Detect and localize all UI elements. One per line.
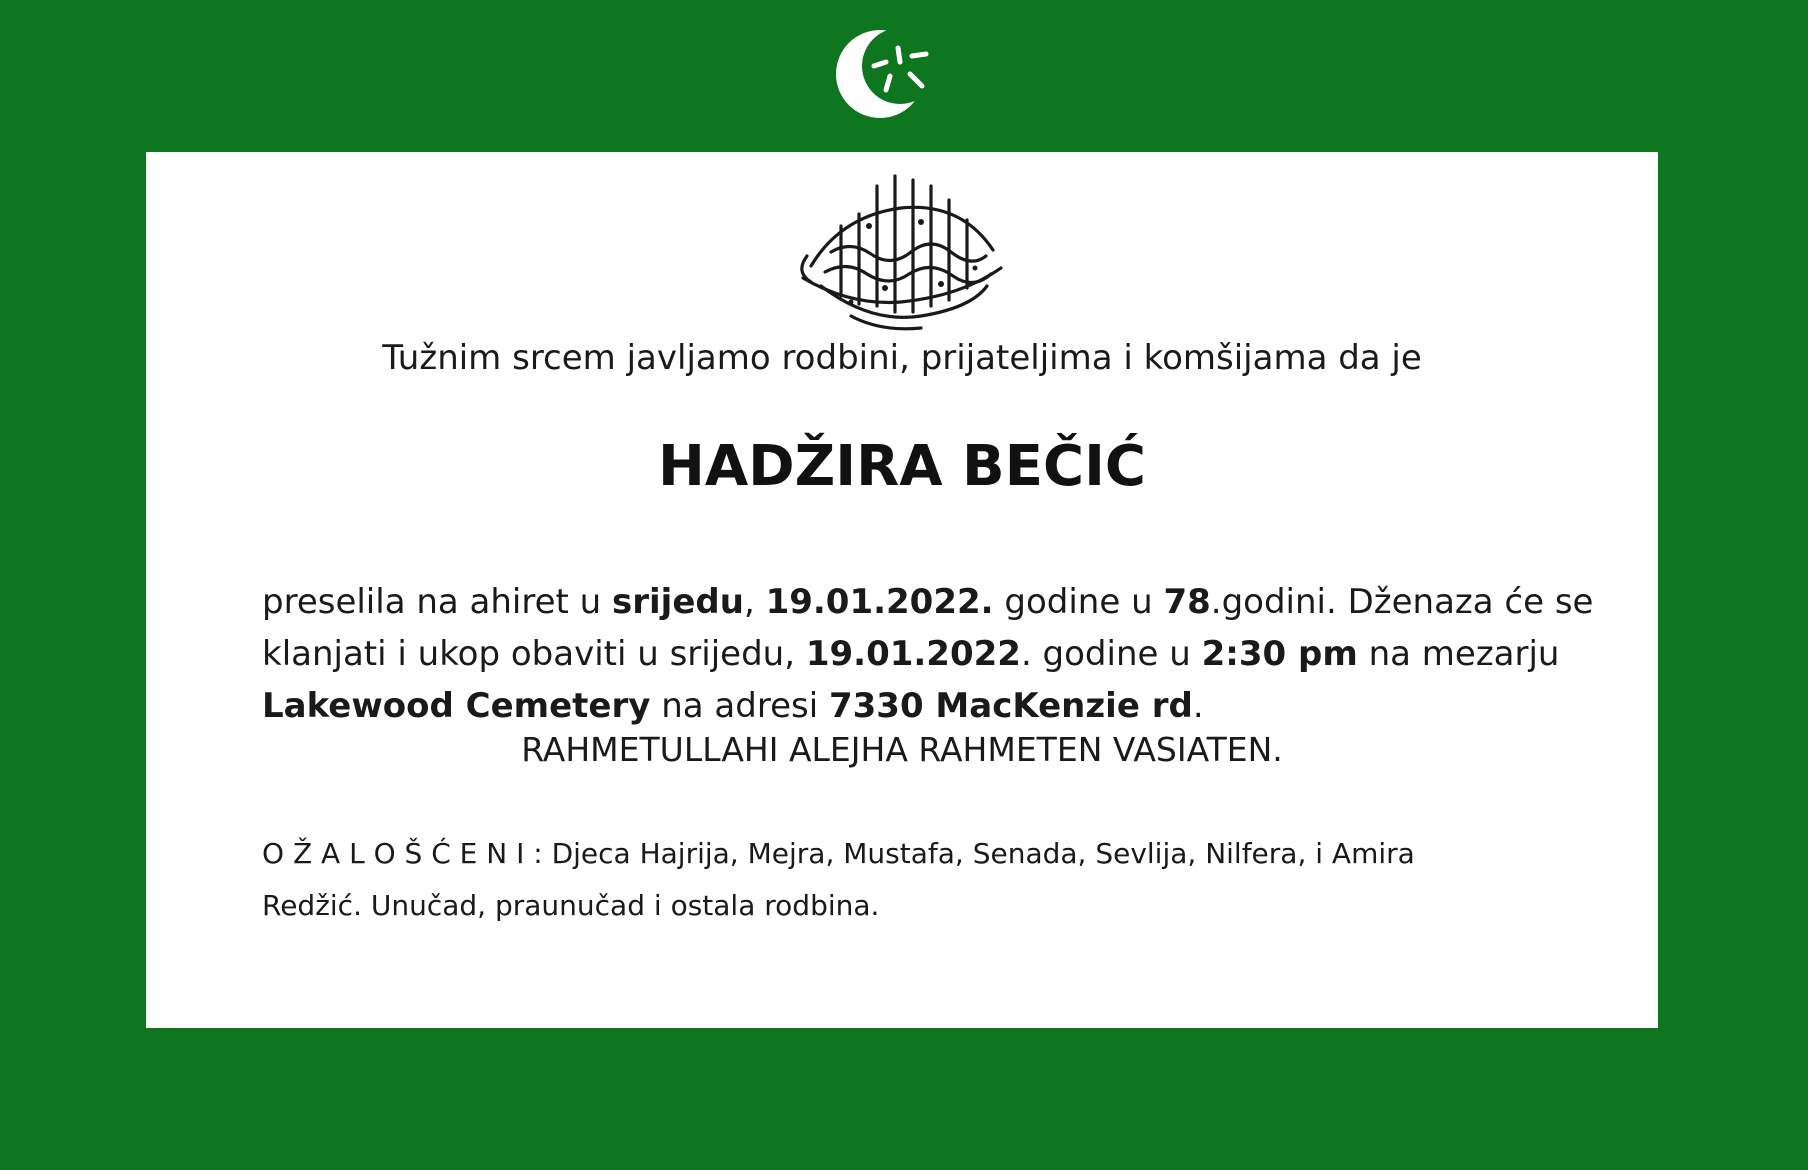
funeral-date: 19.01.2022 [805, 634, 1021, 674]
details-text: preselila na ahiret u [262, 582, 613, 622]
details-text: , [743, 582, 766, 622]
details-text: na mezarju [1357, 634, 1560, 674]
details-text: godine u [993, 582, 1164, 622]
mourners-line-2: Redžić. Unučad, praunučad i ostala rodbina. [262, 889, 880, 922]
crescent-star-icon [830, 14, 960, 134]
details-text: . godine u [1020, 634, 1202, 674]
deceased-name: HADŽIRA BEČIĆ [657, 434, 1147, 499]
obituary-card [146, 152, 1658, 1028]
cemetery-name: Lakewood Cemetery [262, 686, 651, 726]
death-day: srijedu [612, 582, 744, 622]
cemetery-address: 7330 MacKenzie rd [828, 686, 1193, 726]
funeral-time: 2:30 pm [1201, 634, 1358, 674]
details-line-2 [262, 628, 1592, 680]
funeral-details [262, 576, 1592, 732]
details-line-1 [262, 576, 1592, 628]
arabic-calligraphy-icon [781, 156, 1021, 336]
mourners-line-1: O Ž A L O Š Ć E N I : Djeca Hajrija, Mejra, Mustafa, Senada, Sevlija, Nilfera, i Amira [262, 837, 1415, 870]
details-text: .godini. Dženaza će se [1210, 582, 1594, 622]
death-date: 19.01.2022. [765, 582, 994, 622]
age: 78 [1163, 582, 1211, 622]
mourners-list [262, 828, 1592, 932]
intro-text: Tužnim srcem javljamo rodbini, prijateljima i komšijama da je [382, 338, 1422, 378]
details-text: na adresi [650, 686, 829, 726]
details-text: . [1192, 686, 1204, 726]
closing-prayer: RAHMETULLAHI ALEJHA RAHMETEN VASIATEN. [521, 730, 1283, 769]
details-line-3 [262, 680, 1592, 732]
details-text: klanjati i ukop obaviti u srijedu, [262, 634, 806, 674]
